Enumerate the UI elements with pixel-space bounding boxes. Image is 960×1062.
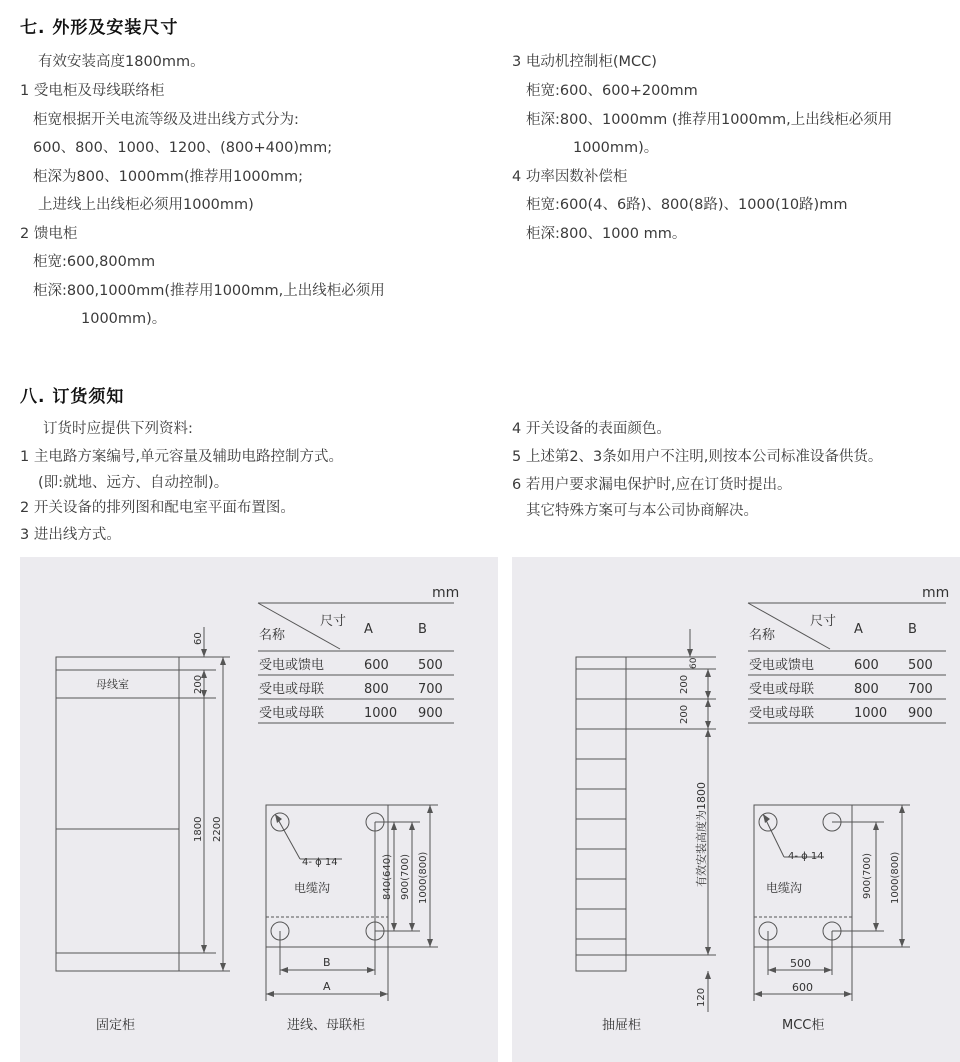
unit-label: mm [432,585,460,601]
table-cell: 受电或母联 [259,706,325,721]
dim-a: A [323,980,331,993]
section7-heading: 七. 外形及安装尺寸 [20,18,179,38]
table-cell: 600 [854,658,879,673]
text-line: 600、800、1000、1200、(800+400)mm; [33,140,333,156]
base-caption: 进线、母联柜 [287,1018,366,1033]
table-cell: 700 [908,682,933,697]
text-line: 6 若用户要求漏电保护时,应在订货时提出。 [512,477,792,493]
table-header-size: 尺寸 [320,614,347,629]
table-cell: 受电或馈电 [749,658,815,673]
table-cell: 1000 [854,706,888,721]
text-line: 柜深:800、1000mm (推荐用1000mm,上出线柜必须用 [526,112,893,128]
diagram-panel-left [20,557,498,1062]
dim-840-640: 840(640) [382,854,393,900]
diagram-panel-right [512,557,960,1062]
table-cell: 900 [908,706,933,721]
text-line: 1 主电路方案编号,单元容量及辅助电路控制方式。 [20,449,343,465]
text-line: 订货时应提供下列资料: [43,421,193,437]
table-col-b: B [908,622,917,637]
table-cell: 500 [418,658,443,673]
text-line: 5 上述第2、3条如用户不注明,则按本公司标准设备供货。 [512,449,883,465]
unit-label: mm [922,585,950,601]
dim-1800: 1800 [193,816,204,842]
table-cell: 1000 [364,706,398,721]
text-line: 1 受电柜及母线联络柜 [20,83,165,99]
text-line: 柜深为800、1000mm(推荐用1000mm; [33,169,304,185]
text-line: 柜宽根据开关电流等级及进出线方式分为: [33,112,299,128]
text-line: 柜宽:600,800mm [33,254,156,270]
table-cell: 800 [854,682,879,697]
dim-900-700: 900(700) [862,853,873,899]
text-line: 2 开关设备的排列图和配电室平面布置图。 [20,500,295,516]
diagram-right-svg [512,557,960,1062]
dim-1000-800: 1000(800) [890,851,901,904]
dim-500: 500 [790,957,811,970]
holes-label: 4- ϕ 14 [788,851,824,862]
text-line: 2 馈电柜 [20,226,78,242]
holes-label: 4- ϕ 14 [302,857,338,868]
text-line: 有效安装高度1800mm。 [38,54,205,70]
text-line: 柜宽:600、600+200mm [526,83,698,99]
base-caption: MCC柜 [782,1018,825,1033]
section8-heading: 八. 订货须知 [20,387,125,407]
table-col-b: B [418,622,427,637]
table-cell: 900 [418,706,443,721]
dim-effective-height: 有效安装高度为1800 [695,782,708,887]
table-cell: 受电或馈电 [259,658,325,673]
table-cell: 500 [908,658,933,673]
table-cell: 受电或母联 [259,682,325,697]
table-cell: 700 [418,682,443,697]
diagram-left-svg [20,557,498,1062]
dim-1000-800: 1000(800) [418,851,429,904]
text-line: 其它特殊方案可与本公司协商解决。 [526,503,758,519]
text-line: 3 进出线方式。 [20,527,121,543]
dim-2200: 2200 [212,816,223,842]
dim-600: 600 [792,981,813,994]
dim-200: 200 [679,674,690,694]
table-col-a: A [364,622,373,637]
text-line: (即:就地、远方、自动控制)。 [38,475,229,491]
cable-trench-label: 电缆沟 [294,881,331,895]
table-cell: 800 [364,682,389,697]
table-header-size: 尺寸 [810,614,837,629]
table-cell: 600 [364,658,389,673]
text-line: 4 功率因数补偿柜 [512,169,628,185]
text-line: 1000mm)。 [81,311,167,327]
table-cell: 受电或母联 [749,682,815,697]
dim-b: B [323,956,331,969]
busbar-room-label: 母线室 [96,678,129,691]
text-line: 柜深:800、1000 mm。 [526,226,687,242]
text-line: 3 电动机控制柜(MCC) [512,54,657,70]
dim-200: 200 [679,704,690,724]
table-header-name: 名称 [749,628,776,643]
dim-900-700: 900(700) [400,854,411,900]
text-line: 上进线上出线柜必须用1000mm) [38,197,254,213]
dim-120: 120 [696,987,707,1007]
dim-60: 60 [689,657,699,669]
table-header-name: 名称 [259,628,286,643]
dim-60: 60 [193,632,204,645]
text-line: 4 开关设备的表面颜色。 [512,421,671,437]
cabinet-caption: 固定柜 [96,1018,136,1033]
text-line: 1000mm)。 [573,140,659,156]
text-line: 柜深:800,1000mm(推荐用1000mm,上出线柜必须用 [33,283,385,299]
table-cell: 受电或母联 [749,706,815,721]
table-col-a: A [854,622,863,637]
dim-200: 200 [193,674,204,694]
text-line: 柜宽:600(4、6路)、800(8路)、1000(10路)mm [526,197,848,213]
cable-trench-label: 电缆沟 [766,881,803,895]
cabinet-caption: 抽屉柜 [602,1018,642,1033]
